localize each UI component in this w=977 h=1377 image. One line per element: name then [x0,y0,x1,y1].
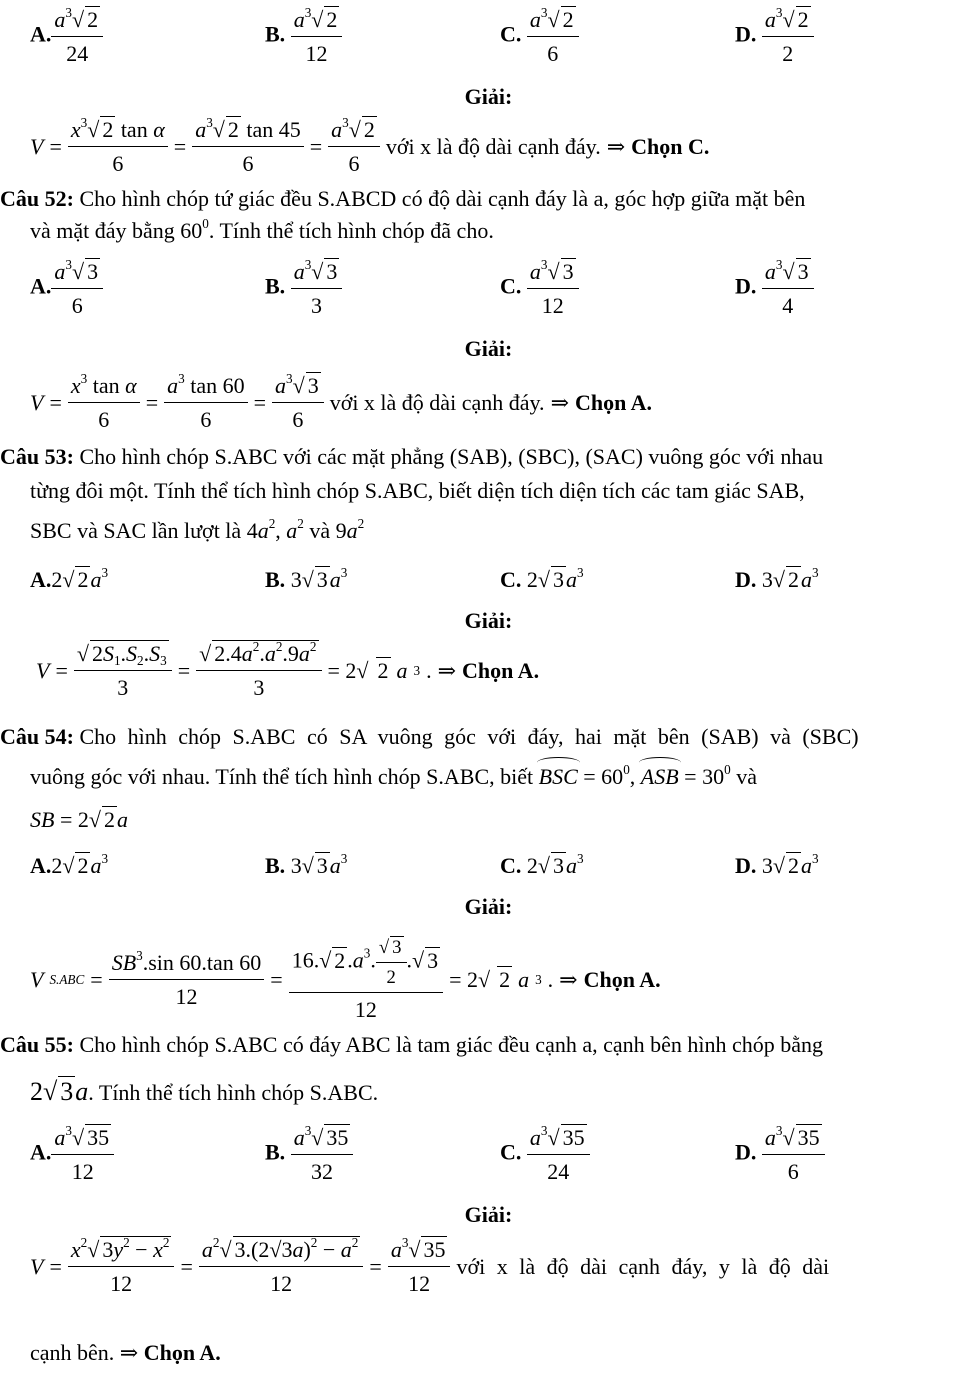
q52-text-line1: Câu 52: Cho hình chóp tứ giác đều S.ABCD có độ dài cạnh đáy là a, góc hợp giữa mặt bên [0,186,806,211]
q54-option-c[interactable]: C. 2√ $3a^3$ [500,851,584,878]
q52-option-a[interactable]: A. $\frac{a^3√ 3}{6}$ [30,258,103,319]
q55-option-c[interactable]: C. $\frac{a^3√ 35}{24}$ [500,1124,590,1185]
q55-option-b[interactable]: B. $\frac{a^3√ 35}{32}$ [265,1124,353,1185]
q55-text-line2: 2√ 3a. Tính thể tích hình chóp S.ABC. [30,1077,379,1106]
q53-solution-title: Giải: [464,608,513,633]
q53-option-b[interactable]: B. 3√ $3a^3$ [265,565,348,592]
q54-solution-formula: V S.ABC = $SB^3.\sin$ 60.tan 60 12 = 16.√ $2.a^3$. $\frac{√ 3}{2}$ .√ 3 12 = 2√ 2 a 3 . ⇒ Chọn A. [30,937,661,1022]
q53-solution-formula: V = √ $2S_1.S_2.S_3$ 3 = √ $2.4a^2.a^2.9a^2$ 3 = 2√ 2 a 3 . ⇒ Chọn A. [36,639,540,700]
q55-option-a[interactable]: A. $\frac{a^3√ 35}{12}$ [30,1124,114,1185]
q51-solution-title: Giải: [464,84,513,109]
q55-answer: Chọn A. [143,1340,221,1365]
q52-solution-title: Giải: [464,336,513,361]
q52-option-c[interactable]: C. $\frac{a^3√ 3}{12}$ [500,258,579,319]
q54-text-line3: SB = 2√ 2a [30,807,128,832]
q52-answer: Chọn A. [575,389,653,415]
q55-solution-tail: cạnh bên. ⇒ Chọn A. [30,1340,221,1365]
q51-answer: Chọn C. [631,133,710,159]
q51-option-d[interactable]: D. $\frac{a^3√ 2}{2}$ [735,6,814,67]
q52-solution-formula: V = $x^3$ tan α 6 = $a^3$ tan 60 6 = $a^3√$ 3 6 với x là độ dài cạnh đáy. ⇒ Chọn A. [30,370,653,432]
q52-option-d[interactable]: D. $\frac{a^3√ 3}{4}$ [735,258,814,319]
q54-answer: Chọn A. [583,966,661,992]
q55-text-line1: Câu 55: Cho hình chóp S.ABC có đáy ABC là tam giác đều cạnh a, cạnh bên hình chóp bằng [0,1032,824,1057]
q53-option-d[interactable]: D. 3√ $2a^3$ [735,565,819,592]
q51-option-c[interactable]: C. $\frac{a^3√ 2}{6}$ [500,6,579,67]
q54-option-a[interactable]: A.2√ $2a^3$ [30,851,109,878]
q53-text-line3: SBC và SAC lần lượt là $4a^2$, $a^2$ và $9a^2$ [30,516,365,543]
q54-option-b[interactable]: B. 3√ $3a^3$ [265,851,348,878]
q53-text-line1: Câu 53: Cho hình chóp S.ABC với các mặt phẳng (SAB), (SBC), (SAC) vuông góc với nhau [0,444,824,469]
q52-option-b[interactable]: B. $\frac{a^3√ 3}{3}$ [265,258,342,319]
q51-solution-formula: V = $x^3√$ 2 tan α 6 = $a^3√$ 2 tan 45 6 = $a^3√$ 2 6 với x là độ dài cạnh đáy. ⇒ Chọn C. [30,115,710,176]
q55-solution-title: Giải: [464,1202,513,1227]
q54-text-line1: Câu 54: Cho hình chóp S.ABC có SA vuông góc với đáy, hai mặt bên (SAB) và (SBC) [0,724,859,749]
q55-solution-formula: V = $x^2√$ $3y^2 - x^2$ 12 = $a^2√$ $3.(2√3a)^2 - a^2$ 12 = $a^3√$ 35 12 với x là độ dài cạnh đáy, y là độ dài [30,1235,830,1296]
q53-answer: Chọn A. [462,657,540,683]
q54-text-line2: vuông góc với nhau. Tính thể tích hình chóp S.ABC, biết BSC = $60^0$, ASB = $30^0$ và [30,762,757,789]
q54-option-d[interactable]: D. 3√ $2a^3$ [735,851,819,878]
q55-option-d[interactable]: D. $\frac{a^3√ 35}{6}$ [735,1124,825,1185]
q53-option-a[interactable]: A.2√ $2a^3$ [30,565,109,592]
q54-solution-title: Giải: [464,894,513,919]
q51-option-a[interactable]: A. $\frac{a^3√ 2}{24}$ [30,6,103,67]
q53-option-c[interactable]: C. 2√ $3a^3$ [500,565,584,592]
q52-text-line2: và mặt đáy bằng $60^0$. Tính thể tích hình chóp đã cho. [30,216,494,243]
q51-option-b[interactable]: B. $\frac{a^3√ 2}{12}$ [265,6,342,67]
q53-text-line2: từng đôi một. Tính thể tích hình chóp S.ABC, biết diện tích diện tích các tam giác SAB, [30,478,805,503]
